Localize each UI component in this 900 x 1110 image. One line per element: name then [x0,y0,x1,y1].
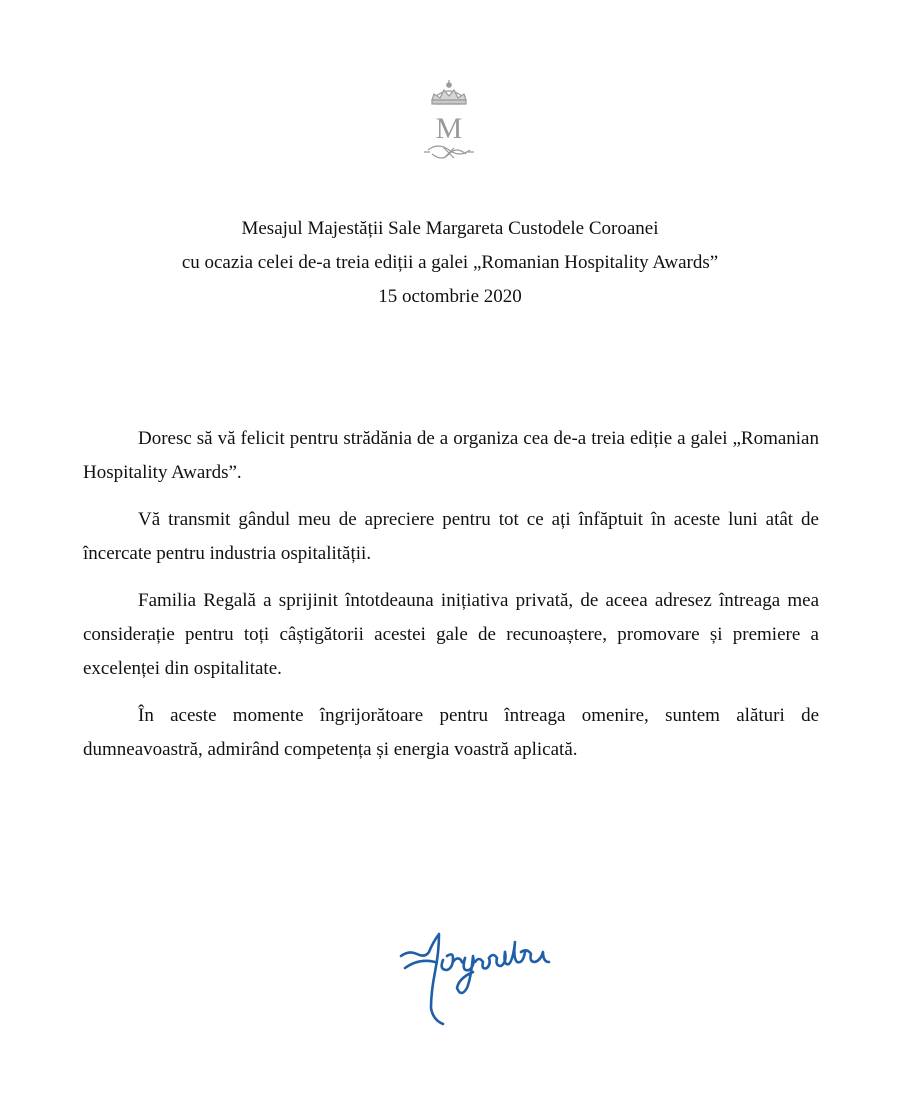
svg-text:M: M [435,112,463,145]
message-body [83,422,819,780]
signature-icon [395,912,565,1032]
royal-monogram-icon [418,78,480,168]
paragraph-4: În aceste momente îngrijorătoare pentru întreaga omenire, suntem alături de dumneavoastră, admirând competența și energia voastră aplicată. [83,705,819,760]
paragraph-1: Doresc să vă felicit pentru strădănia de a organiza cea de-a treia ediție a galei „Romanian Hospitality Awards”. [83,428,819,483]
paragraph-2: Vă transmit gândul meu de apreciere pentru tot ce ați înfăptuit în aceste luni atât de încercate pentru industria ospitalității. [83,509,819,564]
paragraph-3: Familia Regală a sprijinit întotdeauna inițiativa privată, de aceea adresez întreaga mea considerație pentru toți câștigătorii acestei gale de recunoaștere, promovare și premiere a excelenței din ospitalitate. [83,590,819,679]
header-subtitle: cu ocazia celei de-a treia ediții a galei „Romanian Hospitality Awards” [181,252,719,273]
header-title: Mesajul Majestății Sale Margareta Custodele Coroanei [241,218,659,239]
message-header [0,212,900,314]
header-date: 15 octombrie 2020 [378,286,522,307]
